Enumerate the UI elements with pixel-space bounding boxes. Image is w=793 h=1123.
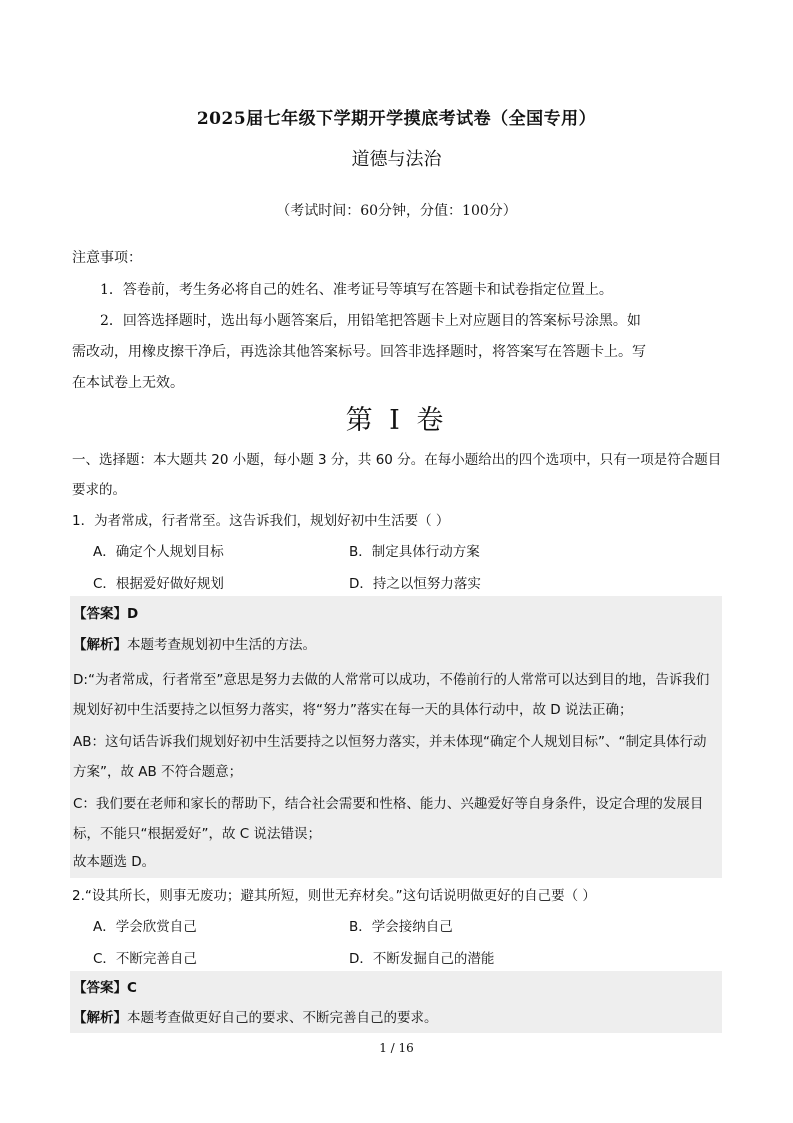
- question-1-option-c: C．根据爱好做好规划: [93, 576, 224, 592]
- answer-label: 【答案】: [73, 606, 127, 622]
- exam-info: （考试时间：60分钟，分值：100分）: [276, 203, 517, 219]
- notice-item-2-line-2: 需改动，用橡皮擦干净后，再选涂其他答案标号。回答非选择题时，将答案写在答题卡上。写: [72, 344, 646, 360]
- answer-label: 【答案】: [73, 980, 127, 996]
- question-1-analysis-ab: AB：这句话告诉我们规划好初中生活要持之以恒努力落实，并未体现“确定个人规划目标”、“制定具体行动方案”，故 AB 不符合题意；: [73, 734, 707, 780]
- page-number: 1 / 16: [379, 1041, 414, 1055]
- question-2-option-c: C．不断完善自己: [93, 951, 197, 967]
- question-1-option-d: D．持之以恒努力落实: [349, 576, 481, 592]
- question-1-option-a: A．确定个人规划目标: [93, 544, 224, 560]
- question-1-analysis-intro: 本题考查规划初中生活的方法。: [127, 637, 316, 653]
- notice-item-2-line-3: 在本试卷上无效。: [72, 375, 184, 391]
- question-2-stem: 2.“设其所长，则事无废功；避其所短，则世无弃材矣。”这句话说明做更好的自己要（ ）: [72, 888, 596, 904]
- question-2-answer: C: [127, 980, 137, 996]
- notice-item-1: 1．答卷前，考生务必将自己的姓名、准考证号等填写在答题卡和试卷指定位置上。: [100, 282, 613, 298]
- question-1-answer-box: [70, 596, 722, 878]
- question-1-conclusion: 故本题选 D。: [73, 854, 156, 870]
- question-1-option-b: B．制定具体行动方案: [349, 544, 480, 560]
- analysis-label: 【解析】: [73, 637, 127, 653]
- question-2-analysis-intro: 本题考查做更好自己的要求、不断完善自己的要求。: [127, 1010, 438, 1026]
- question-2-answer-box: [70, 971, 722, 1033]
- subject-title: 道德与法治: [351, 149, 442, 170]
- question-2-option-a: A．学会欣赏自己: [93, 919, 197, 935]
- volume-title: 第 I 卷: [345, 405, 448, 436]
- question-1-answer: D: [127, 606, 139, 622]
- question-1-analysis-d: D:“为者常成，行者常至”意思是努力去做的人常常可以成功，不倦前行的人常常可以达到目的地，告诉我们规划好初中生活要持之以恒努力落实，将“努力”落实在每一天的具体行动中，故 D 说法正确；: [73, 672, 710, 718]
- exam-title: 2025届七年级下学期开学摸底考试卷（全国专用）: [196, 109, 597, 129]
- question-2-option-b: B．学会接纳自己: [349, 919, 453, 935]
- analysis-label: 【解析】: [73, 1010, 127, 1026]
- section-1-intro: 一、选择题：本大题共 20 小题，每小题 3 分，共 60 分。在每小题给出的四个选项中，只有一项是符合题目要求的。: [72, 452, 722, 498]
- notice-title: 注意事项：: [72, 250, 142, 266]
- question-2-option-d: D．不断发掘自己的潜能: [349, 951, 495, 967]
- question-1-stem: 1．为者常成，行者常至。这告诉我们，规划好初中生活要（ ）: [72, 513, 450, 529]
- notice-item-2-line-1: 2．回答选择题时，选出每小题答案后，用铅笔把答题卡上对应题目的答案标号涂黑。如: [100, 313, 641, 329]
- question-1-analysis-c: C：我们要在老师和家长的帮助下，结合社会需要和性格、能力、兴趣爱好等自身条件，设定合理的发展目标，不能只“根据爱好”，故 C 说法错误；: [73, 796, 704, 842]
